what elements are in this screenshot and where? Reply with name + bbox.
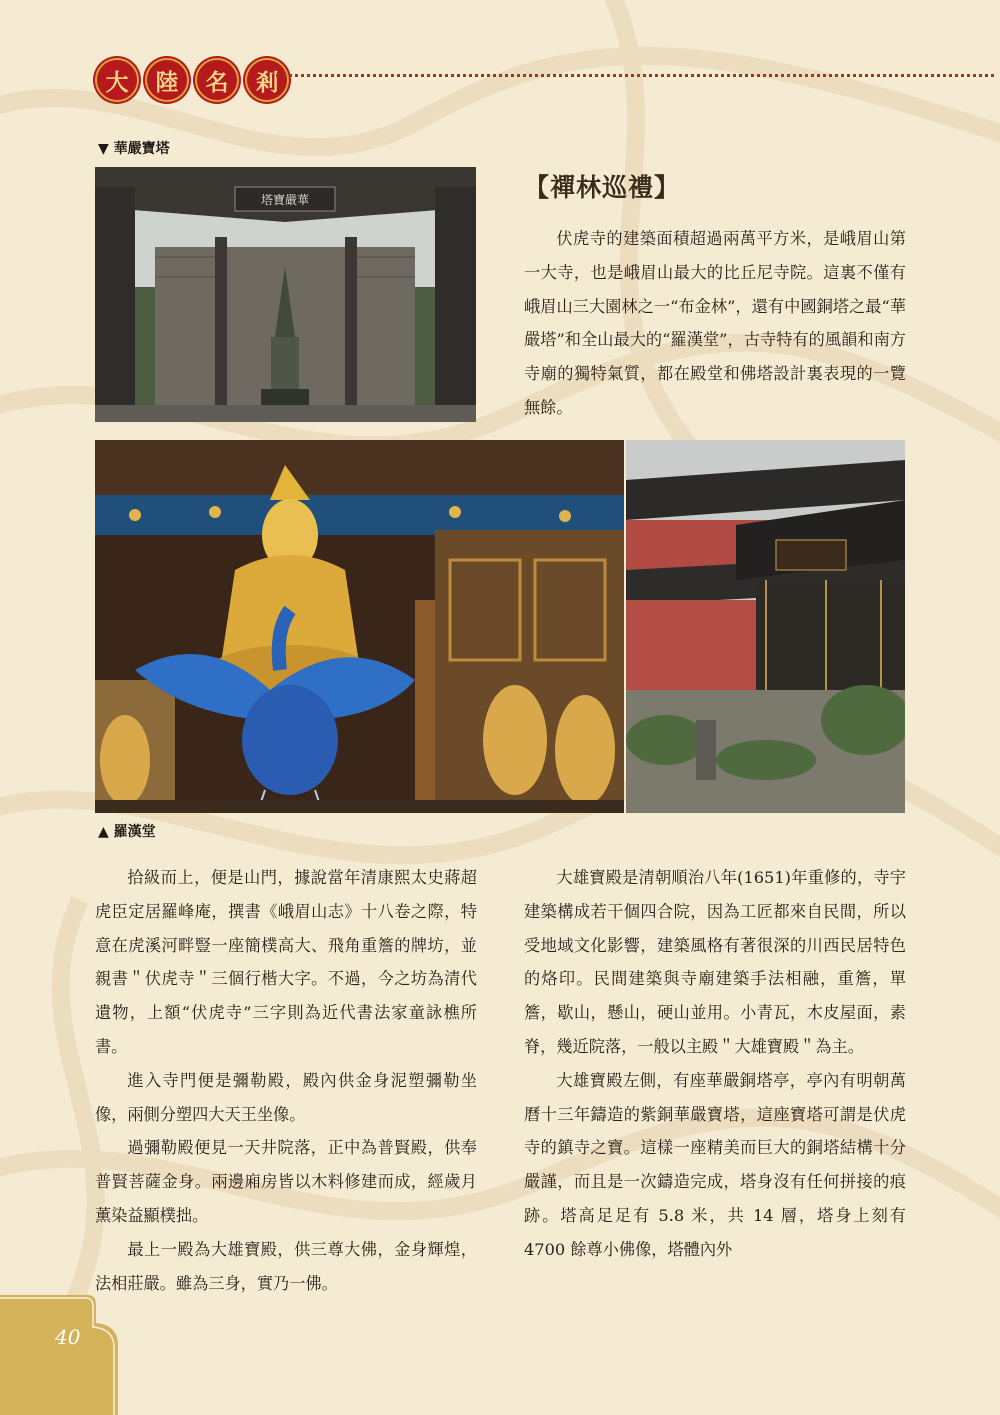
- page-number: 40: [55, 1325, 81, 1349]
- paragraph: 大雄寶殿是清朝順治八年(1651)年重修的，寺宇建築構成若干個四合院，因為工匠都來自民間，所以受地域文化影響，建築風格有著很深的川西民居特色的烙印。民間建築與寺廟建築手法相融，重簷，單簷，歇山，懸山，硬山並用。小青瓦，木皮屋面，素脊，幾近院落，一般以主殿＂大雄寶殿＂為主。: [524, 868, 906, 1056]
- pagoda-caption: ▼ 華嚴寶塔: [98, 141, 170, 157]
- paragraph: 大雄寶殿左側，有座華嚴銅塔亭，亭內有明朝萬曆十三年鑄造的紫銅華嚴寶塔，這座寶塔可謂是伏虎寺的鎮寺之寶。這樣一座精美而巨大的銅塔結構十分嚴謹，而且是一次鑄造完成，塔身沒有任何拼接的痕跡。塔高足足有 5.8 米，共 14 層，塔身上刻有 4700 餘尊小佛像，塔體內外: [524, 1070, 906, 1259]
- header-char: 名: [195, 58, 239, 102]
- pagoda-pavilion-photo: [95, 167, 476, 422]
- header-char: 陸: [145, 58, 189, 102]
- paragraph: 過彌勒殿便見一天井院落，正中為普賢殿，供奉普賢菩薩金身。兩邊廂房皆以木料修建而成，經歲月薰染益顯樸拙。: [95, 1138, 477, 1225]
- magazine-section-header: [95, 58, 295, 102]
- paragraph: 最上一殿為大雄寶殿，供三尊大佛，金身輝煌，法相莊嚴。雖為三身，實乃一佛。: [95, 1239, 477, 1293]
- header-char: 大: [95, 58, 139, 102]
- header-dotted-rule: [276, 74, 994, 77]
- main-hall-photo: [626, 440, 905, 813]
- intro-text-block: [524, 222, 906, 425]
- pavilion-plaque-text: 塔寶嚴華: [260, 193, 310, 207]
- arhat-hall-caption: ▲ 羅漢堂: [98, 824, 156, 840]
- paragraph: 進入寺門便是彌勒殿，殿內供金身泥塑彌勒坐像，兩側分塑四大天王坐像。: [95, 1070, 477, 1124]
- page-number-tab: [0, 1295, 118, 1415]
- header-char: 剎: [245, 58, 289, 102]
- right-text-column: [524, 861, 906, 1267]
- intro-paragraph: 伏虎寺的建築面積超過兩萬平方米，是峨眉山第一大寺，也是峨眉山最大的比丘尼寺院。這裏不僅有峨眉山三大園林之一“布金林”，還有中國銅塔之最“華嚴塔”和全山最大的“羅漢堂”，古寺特有的風韻和南方寺廟的獨特氣質，都在殿堂和佛塔設計裏表現的一覽無餘。: [524, 229, 906, 417]
- arhat-hall-photo: [95, 440, 624, 813]
- left-text-column: [95, 861, 477, 1300]
- section-title: 【禪林巡禮】: [524, 173, 681, 202]
- paragraph: 拾級而上，便是山門，據說當年清康熙太史蔣超虎臣定居羅峰庵，撰書《峨眉山志》十八卷之際，特意在虎溪河畔豎一座簡樸高大、飛角重簷的牌坊，並親書＂伏虎寺＂三個行楷大字。不過，今之坊為清代遺物，上額“伏虎寺”三字則為近代書法家童詠樵所書。: [95, 868, 477, 1056]
